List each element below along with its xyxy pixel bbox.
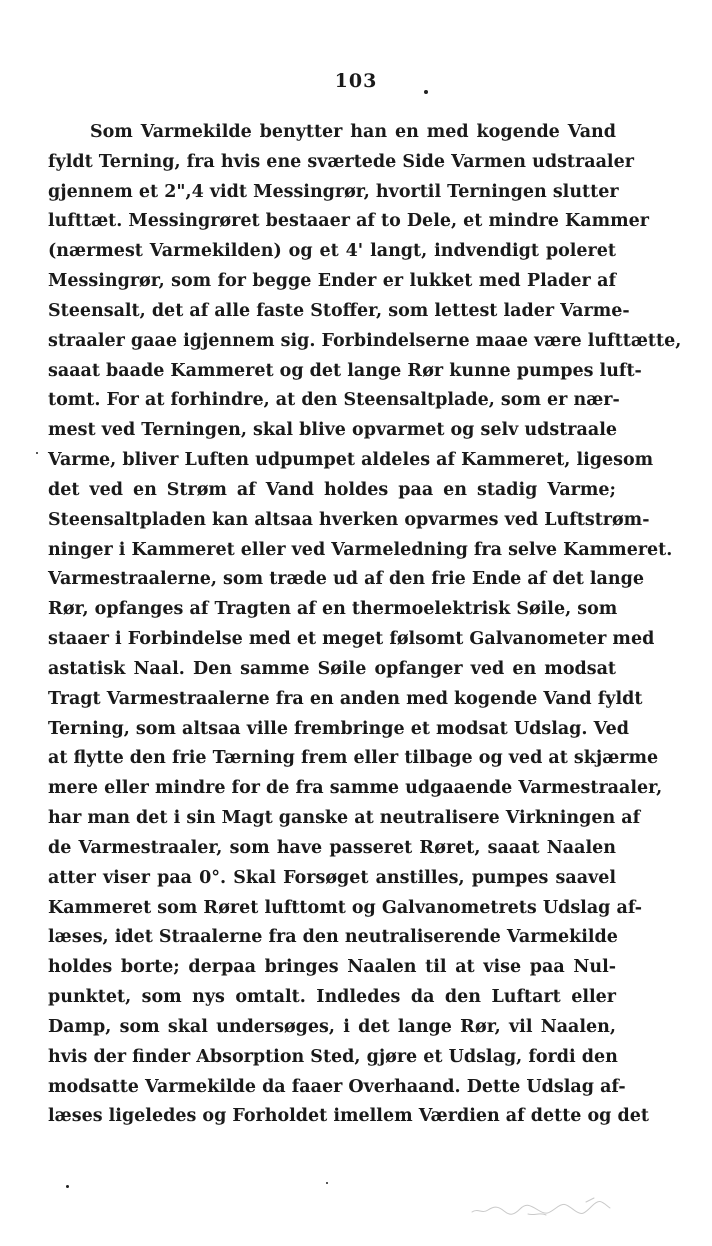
ink-speck-top bbox=[424, 90, 428, 94]
text-line: saaat baade Kammeret og det lange Rør kunne pumpes luft- bbox=[48, 360, 642, 381]
text-line: Terning, som altsaa ville frembringe et modsat Udslag. Ved bbox=[48, 718, 629, 739]
text-line: læses ligeledes og Forholdet imellem Værdien af dette og det bbox=[48, 1106, 649, 1127]
text-line: staaer i Forbindelse med et meget følsomt Galvanometer med bbox=[48, 629, 655, 650]
text-line: astatisk Naal. Den samme Søile opfanger ved en modsat bbox=[48, 658, 616, 679]
text-line: Steensalt, det af alle faste Stoffer, som lettest lader Varme- bbox=[48, 300, 630, 321]
body-text bbox=[48, 118, 682, 1132]
text-line: Kammeret som Røret lufttomt og Galvanometrets Udslag af- bbox=[48, 897, 643, 918]
digitized-by-google-watermark bbox=[468, 1196, 618, 1218]
text-line: mere eller mindre for de fra samme udgaaende Varmestraaler, bbox=[48, 778, 663, 799]
ink-speck-bottom-center bbox=[326, 1182, 328, 1184]
text-line: holdes borte; derpaa bringes Naalen til at vise paa Nul- bbox=[48, 957, 616, 978]
text-line: Varmestraalerne, som træde ud af den frie Ende af det lange bbox=[48, 569, 644, 590]
text-line: Tragt Varmestraalerne fra en anden med kogende Vand fyldt bbox=[48, 688, 643, 709]
text-line: Varme, bliver Luften udpumpet aldeles af Kammeret, ligesom bbox=[48, 450, 654, 471]
text-line: har man det i sin Magt ganske at neutralisere Virkningen af bbox=[48, 808, 641, 829]
text-line: Rør, opfanges af Tragten af en thermoelektrisk Søile, som bbox=[48, 599, 618, 620]
page-number: 103 bbox=[334, 70, 378, 92]
text-line: de Varmestraaler, som have passeret Røret, saaat Naalen bbox=[48, 837, 616, 858]
text-line: fyldt Terning, fra hvis ene sværtede Side Varmen udstraaler bbox=[48, 151, 634, 172]
text-line: (nærmest Varmekilden) og et 4' langt, indvendigt poleret bbox=[48, 241, 616, 262]
text-line: at flytte den frie Tærning frem eller tilbage og ved at skjærme bbox=[48, 748, 659, 769]
text-line: hvis der finder Absorption Sted, gjøre et Udslag, fordi den bbox=[48, 1046, 618, 1067]
text-line: tomt. For at forhindre, at den Steensaltplade, som er nær- bbox=[48, 390, 620, 411]
text-line: atter viser paa 0°. Skal Forsøget anstilles, pumpes saavel bbox=[48, 867, 616, 888]
text-line: det ved en Strøm af Vand holdes paa en stadig Varme; bbox=[48, 479, 616, 500]
text-line: Damp, som skal undersøges, i det lange Rør, vil Naalen, bbox=[48, 1016, 616, 1037]
text-line: straaler gaae igjennem sig. Forbindelserne maae være lufttætte, bbox=[48, 330, 682, 351]
text-line: læses, idet Straalerne fra den neutraliserende Varmekilde bbox=[48, 927, 618, 948]
text-line: Steensaltpladen kan altsaa hverken opvarmes ved Luftstrøm- bbox=[48, 509, 650, 530]
text-line: lufttæt. Messingrøret bestaaer af to Dele, et mindre Kammer bbox=[48, 211, 649, 232]
ink-speck-margin bbox=[36, 452, 38, 454]
text-line: modsatte Varmekilde da faaer Overhaand. Dette Udslag af- bbox=[48, 1076, 626, 1097]
text-line: Messingrør, som for begge Ender er lukket med Plader af bbox=[48, 271, 616, 292]
text-line: punktet, som nys omtalt. Indledes da den Luftart eller bbox=[48, 987, 616, 1008]
text-line: gjennem et 2",4 vidt Messingrør, hvortil Terningen slutter bbox=[48, 181, 619, 202]
text-line: mest ved Terningen, skal blive opvarmet og selv udstraale bbox=[48, 420, 617, 441]
ink-speck-bottom-left bbox=[66, 1185, 69, 1188]
text-line: ninger i Kammeret eller ved Varmeledning fra selve Kammeret. bbox=[48, 539, 673, 560]
text-line: Som Varmekilde benytter han en med kogende Vand bbox=[90, 122, 616, 142]
